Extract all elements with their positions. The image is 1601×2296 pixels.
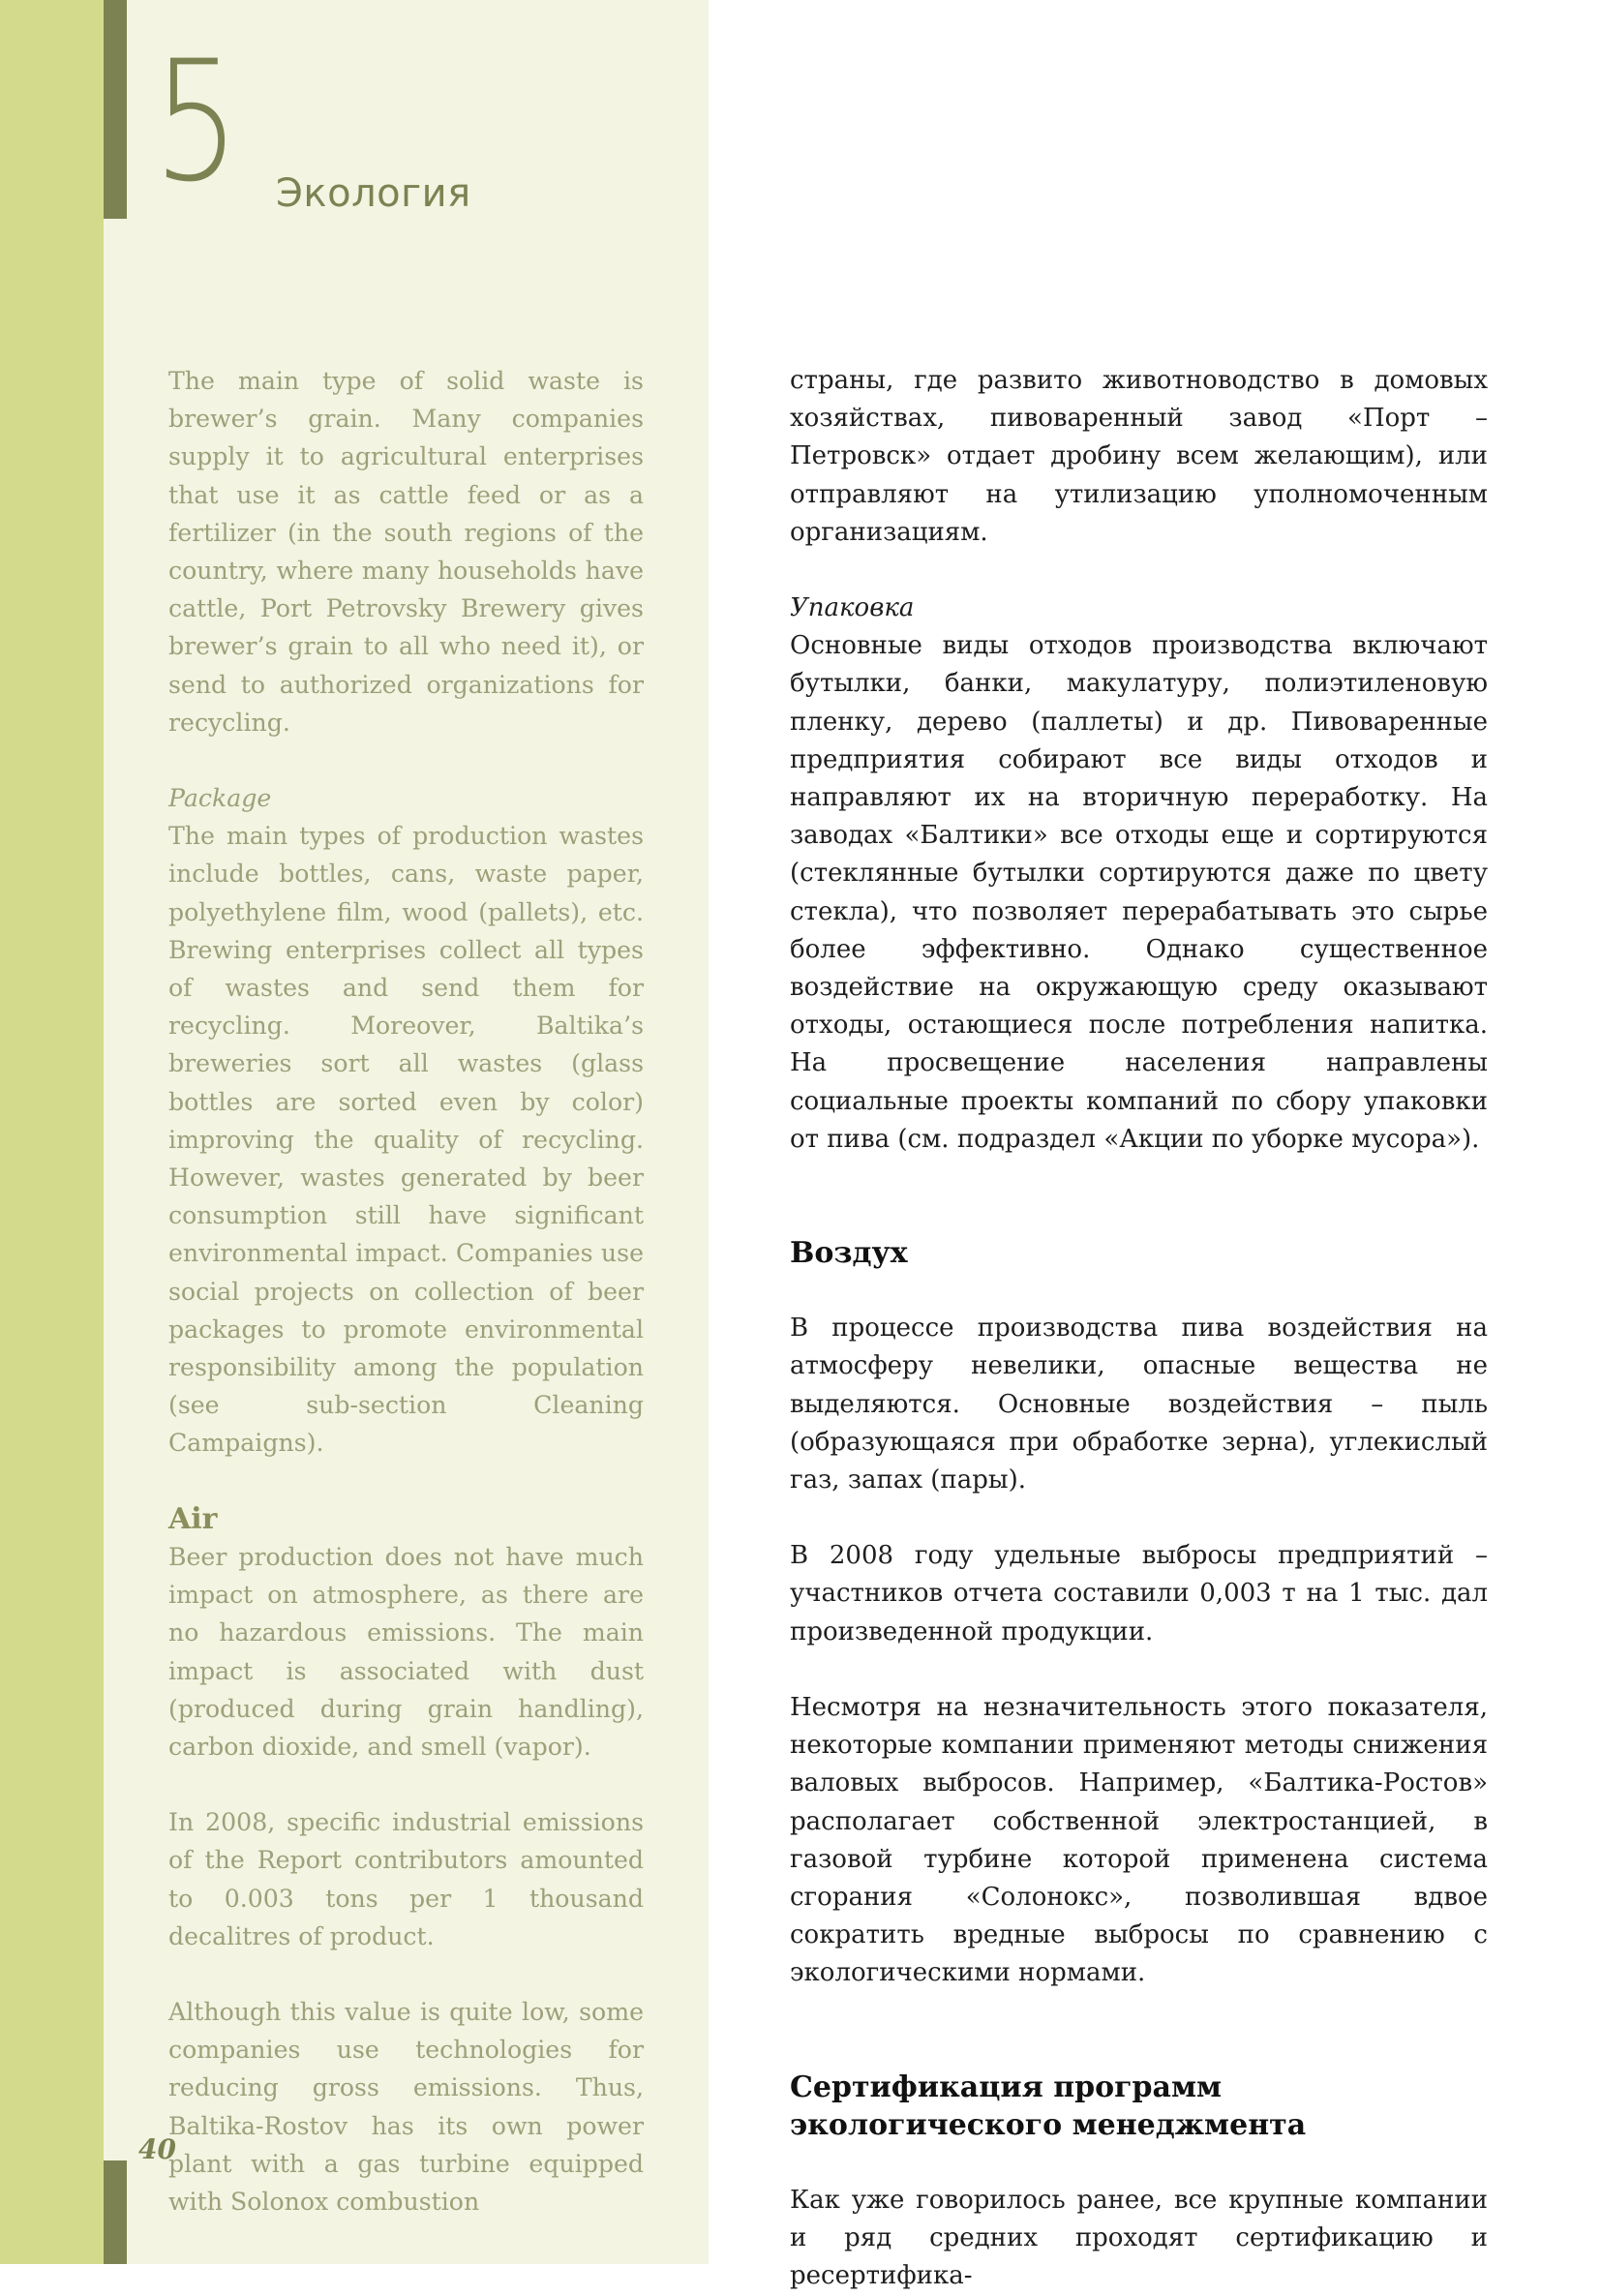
paragraph-air-impact: Beer production does not have much impact on atmosphere, as there are no hazardous emissions. The main impact is associated with dust (produced during grain handling), carbon dioxide, and smell (vapor). [168, 1542, 644, 1761]
page-number-marker-bar [104, 2160, 127, 2264]
heading-certification-line2: экологического менеджмента [790, 2107, 1307, 2142]
left-color-strip [0, 0, 104, 2264]
subheading-package-ru: Упаковка [790, 593, 915, 623]
paragraph-air-emissions-ru: В 2008 году удельные выбросы предприятий – участников отчета составили 0,003 т на 1 тыс. дал произведенной продукции. [790, 1541, 1488, 1646]
paragraph-brewers-grain-ru: страны, где развито животноводство в домовых хозяйствах, пивоваренный завод «Порт – Петровск» отдает дробину всем желающим), или отправляют на утилизацию уполномоченным организациям. [790, 366, 1488, 547]
english-column [168, 362, 644, 2220]
paragraph-air-emissions: In 2008, specific industrial emissions of the Report contributors amounted to 0.003 tons per 1 thousand decalitres of product. [168, 1808, 644, 1950]
heading-air: Air [168, 1501, 218, 1536]
paragraph-air-impact-ru: В процессе производства пива воздействия на атмосферу невелики, опасные вещества не выделяются. Основные воздействия – пыль (образующаяся при обработке зерна), углекислый газ, запах (пары). [790, 1314, 1488, 1495]
paragraph-package-ru: Основные виды отходов производства включают бутылки, банки, макулатуру, полиэтиленовую пленку, дерево (паллеты) и др. Пивоваренные предприятия собирают все виды отходов и направляют их на вторичную переработку. На заводах «Балтики» все отходы еще и сортируются (стеклянные бутылки сортируются даже по цвету стекла), что позволяет перерабатывать это сырье более эффективно. Однако существенное воздействие на окружающую среду оказывают отходы, остающиеся после потребления напитка. На просвещение населения направлены социальные проекты компаний по сбору упаковки от пива (см. подраздел «Акции по уборке мусора»). [790, 631, 1488, 1154]
paragraph-air-technologies-ru: Несмотря на незначительность этого показателя, некоторые компании применяют методы снижения валовых выбросов. Например, «Балтика-Ростов» располагает собственной электростанцией, в газовой турбине которой применена система сгорания «Солонокс», позволившая вдвое сократить вредные выбросы по сравнению с экологическими нормами. [790, 1692, 1488, 1988]
subheading-package: Package [168, 784, 272, 813]
heading-air-ru: Воздух [790, 1236, 908, 1271]
heading-certification-ru [790, 2069, 1488, 2144]
paragraph-air-technologies: Although this value is quite low, some companies use technologies for reducing gross emissions. Thus, Baltika-Rostov has its own power plant with a gas turbine equipped with Solonox combustion [168, 1997, 644, 2216]
chapter-title: Экология [276, 171, 471, 216]
russian-column [790, 362, 1488, 2296]
page-number: 40 [138, 2133, 176, 2165]
paragraph-certification-ru: Как уже говорилось ранее, все крупные компании и ряд средних проходят сертификацию и ресертифика- [790, 2185, 1488, 2291]
paragraph-package: The main types of production wastes include bottles, cans, waste paper, polyethylene film, wood (pallets), etc. Brewing enterprises collect all types of wastes and send them for recycling. Moreover, Baltika’s breweries sort all wastes (glass bottles are sorted even by color) improving the quality of recycling. However, wastes generated by beer consumption still have significant environmental impact. Companies use social projects on collection of beer packages to promote environmental responsibility among the population (see sub-section Cleaning Campaigns). [168, 822, 644, 1458]
chapter-marker-bar [104, 0, 127, 219]
heading-certification-line1: Сертификация программ [790, 2069, 1223, 2104]
chapter-number: 5 [153, 24, 240, 219]
paragraph-brewers-grain: The main type of solid waste is brewer’s grain. Many companies supply it to agricultural enterprises that use it as cattle feed or as a fertilizer (in the south regions of the country, where many households have cattle, Port Petrovsky Brewery gives brewer’s grain to all who need it), or send to authorized organizations for recycling. [168, 367, 644, 737]
